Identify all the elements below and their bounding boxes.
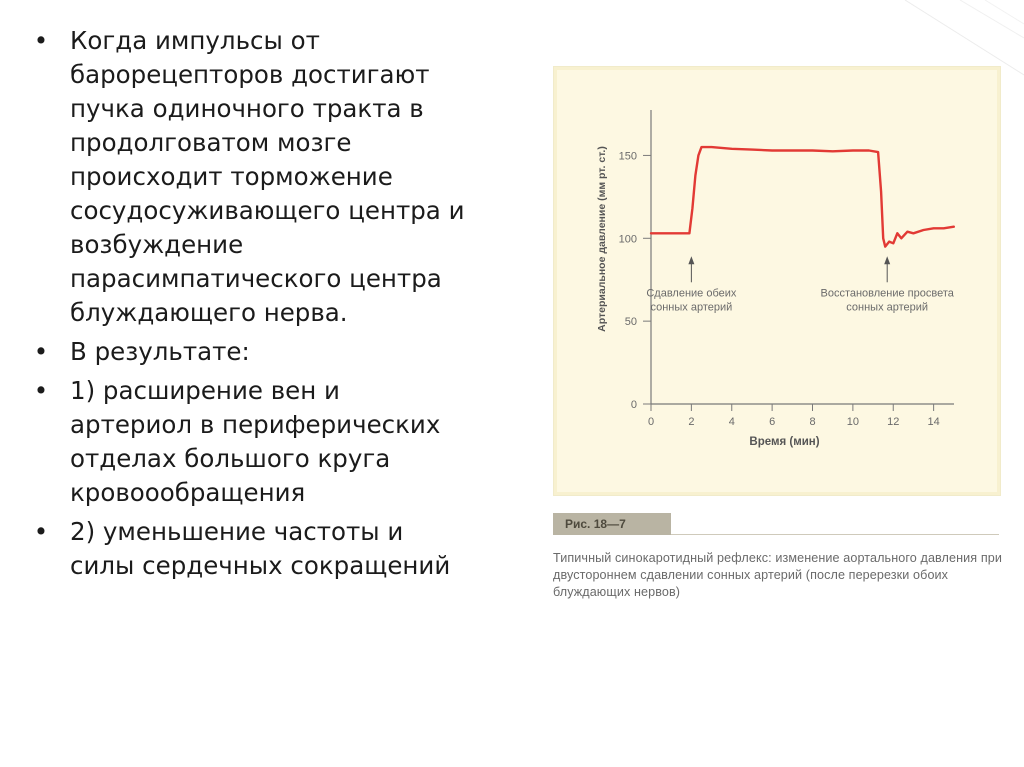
figure-caption: Типичный синокаротидный рефлекс: изменение аортального давления при двустороннем сдавлении сонных артерий (после перерезки обоих блуждающих нервов) [553, 551, 1002, 599]
x-tick-label: 12 [887, 416, 900, 428]
bullet-text: 1) расширение вен и артериол в периферических отделах большого круга кровоообращения [70, 376, 441, 507]
y-tick-label: 0 [630, 399, 637, 411]
y-tick-label: 150 [618, 150, 637, 163]
figure-frame [553, 66, 1001, 496]
bullet-item [30, 24, 518, 330]
x-tick-label: 2 [688, 416, 695, 428]
bullet-item [30, 515, 518, 583]
x-tick-label: 8 [809, 416, 816, 428]
x-tick-label: 4 [728, 416, 735, 428]
annotation-arrow-head [884, 256, 890, 264]
bullet-text: В результате: [70, 337, 250, 366]
bullet-marker: • [33, 26, 49, 55]
x-tick-label: 0 [647, 416, 655, 428]
x-axis-label: Время (мин) [749, 436, 820, 448]
bullet-marker: • [33, 517, 49, 546]
bullet-item [30, 335, 518, 369]
bullet-item [30, 374, 518, 510]
x-tick-label: 14 [927, 416, 940, 428]
figure-label: Рис. 18—7 [553, 513, 671, 535]
bullet-marker: • [33, 337, 49, 366]
bullet-marker: • [33, 376, 49, 405]
annotation-label: Сдавление обеих сонных артерий [646, 287, 737, 314]
series-line [651, 147, 954, 247]
bullet-text: 2) уменьшение частоты и силы сердечных сокращений [70, 517, 451, 580]
y-axis-label: Артериальное давление (мм рт. ст.) [596, 146, 608, 332]
y-tick-label: 50 [624, 316, 637, 329]
annotation-label: Восстановление просвета сонных артерий [820, 287, 954, 314]
bullet-text: Когда импульсы от барорецепторов достигают пучка одиночного тракта в продолговатом мозге происходит торможение сосудосуживающего центра и возбуждение парасимпатического центра блуждающего нерва. [70, 26, 465, 327]
annotation-arrow-head [688, 256, 694, 264]
y-tick-label: 100 [618, 233, 637, 246]
blood-pressure-chart [554, 67, 1000, 495]
figure-label-rule [671, 534, 999, 535]
x-tick-label: 6 [769, 416, 776, 428]
bullet-list [30, 24, 518, 588]
x-tick-label: 10 [846, 416, 859, 428]
